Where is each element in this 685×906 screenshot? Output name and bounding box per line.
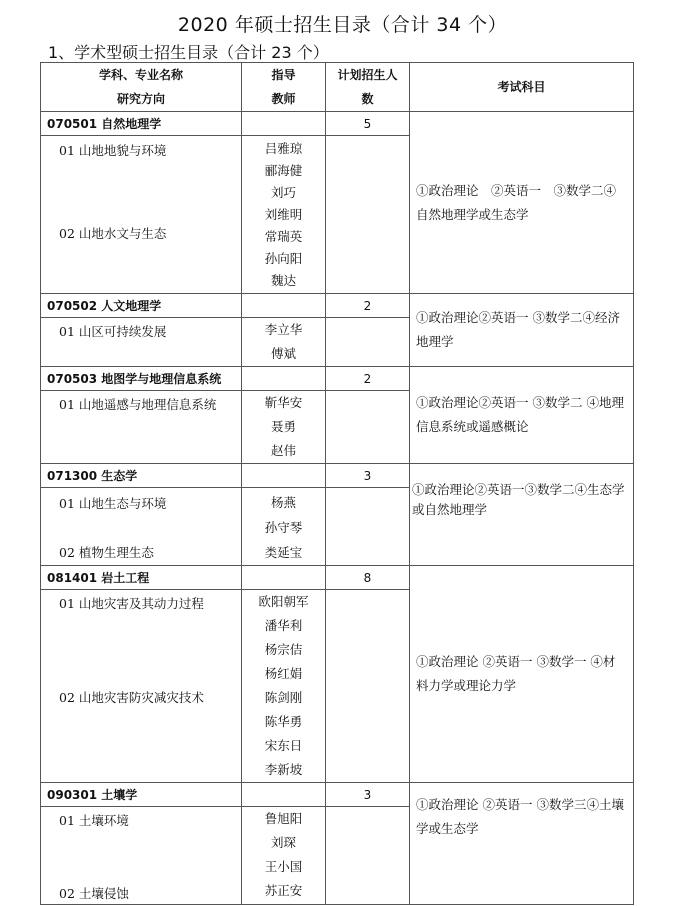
teacher-cell-empty <box>242 294 326 318</box>
header-teacher-line1: 指导 <box>271 68 296 82</box>
catalog-table <box>40 62 634 905</box>
header-major <box>41 63 242 112</box>
teacher-name: 欧阳朝军 <box>258 594 309 609</box>
teacher-name: 刘巧 <box>270 185 296 200</box>
direction-item: 01 土壤环境 <box>59 813 129 828</box>
exam-subjects: ①政治理论 ②英语一 ③数学二④自然地理学或生态学 <box>410 112 634 294</box>
header-quota-line2: 数 <box>361 92 374 106</box>
direction-item: 01 山区可持续发展 <box>59 324 167 339</box>
teacher-name: 聂勇 <box>270 419 296 434</box>
header-quota <box>326 63 410 112</box>
exam-subjects: ①政治理论 ②英语一 ③数学一 ④材料力学或理论力学 <box>410 566 634 783</box>
teachers-cell <box>242 807 326 905</box>
header-teacher <box>242 63 326 112</box>
teacher-name: 靳华安 <box>264 395 303 410</box>
quota-cell-empty <box>326 590 410 783</box>
major-row <box>41 112 634 136</box>
header-row <box>41 63 634 112</box>
teacher-name: 吕雅琼 <box>264 141 303 156</box>
teacher-name: 刘维明 <box>264 207 303 222</box>
teacher-cell-empty <box>242 112 326 136</box>
major-code-name: 070503 地图学与地理信息系统 <box>41 367 242 391</box>
teachers-cell <box>242 488 326 566</box>
teacher-name: 傅斌 <box>270 346 296 361</box>
direction-item: 01 山地灾害及其动力过程 <box>59 596 204 611</box>
header-teacher-line2: 教师 <box>271 92 296 106</box>
exam-subjects: ①政治理论②英语一 ③数学二④经济地理学 <box>410 294 634 367</box>
teacher-cell-empty <box>242 464 326 488</box>
major-code-name: 070501 自然地理学 <box>41 112 242 136</box>
page-title: 2020 年硕士招生目录（合计 34 个） <box>177 14 508 36</box>
teacher-name: 鲁旭阳 <box>264 811 303 826</box>
header-quota-line1: 计划招生人 <box>337 68 398 82</box>
teacher-name: 苏正安 <box>264 883 303 898</box>
teacher-name: 王小国 <box>264 859 303 874</box>
teachers-cell <box>242 391 326 464</box>
teacher-name: 魏达 <box>270 273 296 288</box>
quota-cell-empty <box>326 391 410 464</box>
header-major-line2: 研究方向 <box>116 92 165 106</box>
direction-item: 02 山地灾害防灾减灾技术 <box>59 690 204 705</box>
major-row <box>41 566 634 590</box>
header-exam: 考试科目 <box>410 63 634 112</box>
quota-cell: 5 <box>326 112 410 136</box>
major-code-name: 070502 人文地理学 <box>41 294 242 318</box>
directions-cell <box>41 807 242 905</box>
teachers-cell <box>242 590 326 783</box>
teacher-name: 李立华 <box>264 322 303 337</box>
major-code-name: 090301 土壤学 <box>41 783 242 807</box>
teacher-name: 刘琛 <box>270 835 296 850</box>
quota-cell-empty <box>326 807 410 905</box>
teacher-name: 常瑞英 <box>264 229 303 244</box>
direction-item: 01 山地地貌与环境 <box>59 143 167 158</box>
direction-item: 02 植物生理生态 <box>59 545 154 560</box>
section-subtitle: 1、学术型硕士招生目录（合计 23 个） <box>48 43 329 62</box>
quota-cell: 3 <box>326 783 410 807</box>
exam-subjects: ①政治理论②英语一 ③数学二 ④地理信息系统或遥感概论 <box>410 367 634 464</box>
major-row <box>41 783 634 807</box>
teacher-cell-empty <box>242 783 326 807</box>
quota-cell-empty <box>326 136 410 294</box>
directions-cell <box>41 391 242 464</box>
teacher-name: 宋东日 <box>264 738 303 753</box>
major-row <box>41 367 634 391</box>
teacher-name: 郦海健 <box>264 163 303 178</box>
major-code-name: 081401 岩土工程 <box>41 566 242 590</box>
quota-cell: 2 <box>326 294 410 318</box>
teacher-cell-empty <box>242 566 326 590</box>
header-major-line1: 学科、专业名称 <box>98 68 183 82</box>
major-row <box>41 464 634 488</box>
teacher-name: 潘华利 <box>264 618 303 633</box>
direction-item: 01 山地遥感与地理信息系统 <box>59 397 217 412</box>
direction-item: 02 山地水文与生态 <box>59 226 167 241</box>
quota-cell: 2 <box>326 367 410 391</box>
direction-item: 01 山地生态与环境 <box>59 496 167 511</box>
teacher-name: 陈剑刚 <box>264 690 303 705</box>
teacher-name: 杨燕 <box>270 495 296 510</box>
major-code-name: 071300 生态学 <box>41 464 242 488</box>
quota-cell: 8 <box>326 566 410 590</box>
quota-cell: 3 <box>326 464 410 488</box>
directions-cell <box>41 488 242 566</box>
teacher-name: 杨红娟 <box>264 666 303 681</box>
exam-subjects: ①政治理论 ②英语一 ③数学三④土壤学或生态学 <box>410 783 634 905</box>
teacher-name: 杨宗佶 <box>264 642 303 657</box>
teacher-name: 李新坡 <box>264 762 303 777</box>
teachers-cell <box>242 136 326 294</box>
teacher-name: 赵伟 <box>270 443 296 458</box>
major-row <box>41 294 634 318</box>
quota-cell-empty <box>326 488 410 566</box>
teacher-name: 陈华勇 <box>264 714 303 729</box>
teacher-name: 孙向阳 <box>264 251 303 266</box>
directions-cell <box>41 136 242 294</box>
teacher-cell-empty <box>242 367 326 391</box>
exam-subjects: ①政治理论②英语一③数学二④生态学或自然地理学 <box>410 464 634 566</box>
quota-cell-empty <box>326 318 410 367</box>
directions-cell <box>41 590 242 783</box>
teacher-name: 孙守琴 <box>264 520 303 535</box>
teacher-name: 类延宝 <box>264 545 303 560</box>
directions-cell <box>41 318 242 367</box>
direction-item: 02 土壤侵蚀 <box>59 886 129 901</box>
teachers-cell <box>242 318 326 367</box>
